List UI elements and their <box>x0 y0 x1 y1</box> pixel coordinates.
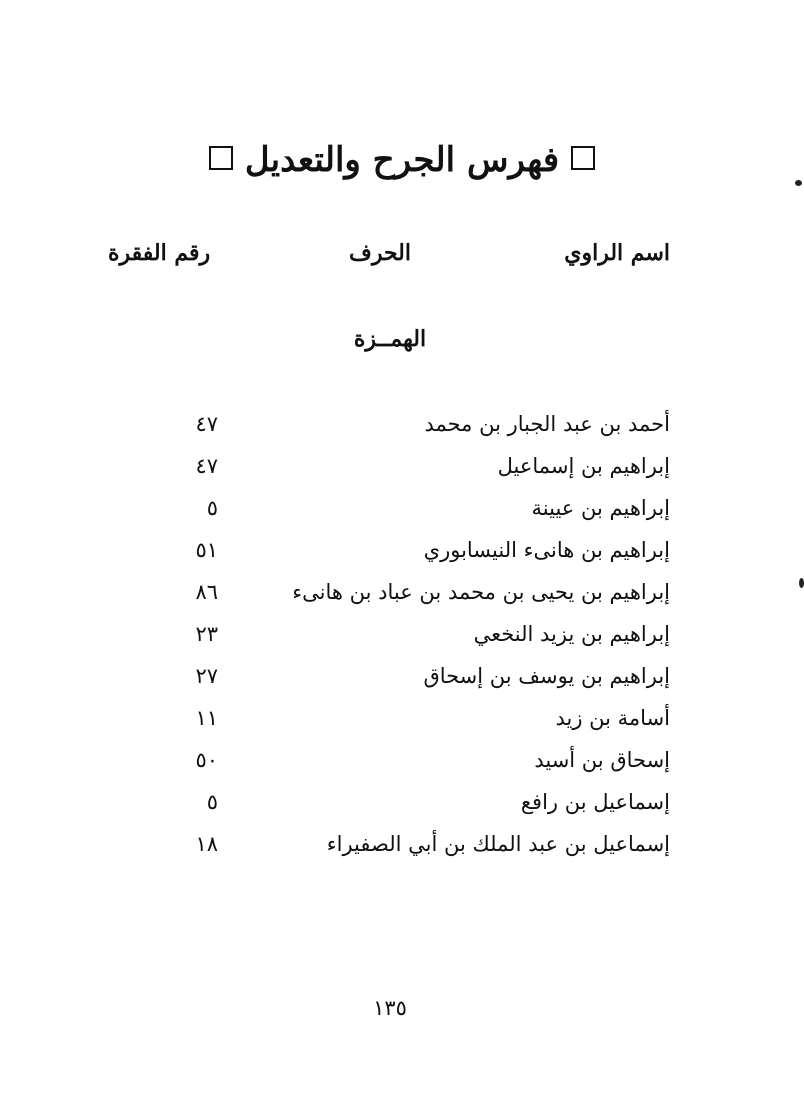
narrator-name: إبراهيم بن إسماعيل <box>497 454 670 478</box>
index-entry <box>0 664 804 706</box>
paragraph-number: ٥٠ <box>195 748 218 772</box>
section-label: الهمــزة <box>353 326 427 352</box>
paragraph-number: ٤٧ <box>195 412 218 436</box>
paragraph-number: ٥ <box>206 790 218 814</box>
square-box-icon <box>209 146 233 170</box>
page-title-row <box>0 140 804 180</box>
index-entry <box>0 790 804 832</box>
column-header-letter: الحرف <box>349 240 411 266</box>
narrator-name: إبراهيم بن عيينة <box>531 496 670 520</box>
paragraph-number: ٥ <box>206 496 218 520</box>
narrator-name: إسماعيل بن رافع <box>520 790 670 814</box>
index-entry <box>0 706 804 748</box>
index-entry <box>0 538 804 580</box>
index-entry <box>0 580 804 622</box>
narrator-name: إبراهيم بن يحيى بن محمد بن عباد بن هانىء <box>292 580 670 604</box>
paragraph-number: ١١ <box>195 706 218 730</box>
scan-speck <box>795 180 802 186</box>
index-entry <box>0 496 804 538</box>
section-heading <box>0 326 780 352</box>
index-entry <box>0 748 804 790</box>
paragraph-number: ٤٧ <box>195 454 218 478</box>
paragraph-number: ٢٧ <box>195 664 218 688</box>
column-header-paragraph: رقم الفقرة <box>108 240 211 266</box>
column-header-name: اسم الراوي <box>564 240 670 266</box>
index-entry <box>0 454 804 496</box>
index-entry <box>0 832 804 874</box>
page-number: ١٣٥ <box>373 996 407 1020</box>
narrator-name: إسماعيل بن عبد الملك بن أبي الصفيراء <box>326 832 670 856</box>
narrator-name: إبراهيم بن يوسف بن إسحاق <box>423 664 670 688</box>
scan-speck <box>799 578 804 588</box>
narrator-name: إسحاق بن أسيد <box>534 748 670 772</box>
square-box-icon <box>571 146 595 170</box>
index-entry <box>0 622 804 664</box>
narrator-name: أحمد بن عبد الجبار بن محمد <box>424 412 670 436</box>
page-title: فهرس الجرح والتعديل <box>244 140 560 180</box>
index-entry <box>0 412 804 454</box>
index-entry-list <box>0 412 804 874</box>
narrator-name: أسامة بن زيد <box>555 706 670 730</box>
paragraph-number: ٥١ <box>195 538 218 562</box>
paragraph-number: ١٨ <box>195 832 218 856</box>
paragraph-number: ٢٣ <box>195 622 218 646</box>
narrator-name: إبراهيم بن يزيد النخعي <box>473 622 670 646</box>
narrator-name: إبراهيم بن هانىء النيسابوري <box>423 538 670 562</box>
paragraph-number: ٨٦ <box>195 580 218 604</box>
